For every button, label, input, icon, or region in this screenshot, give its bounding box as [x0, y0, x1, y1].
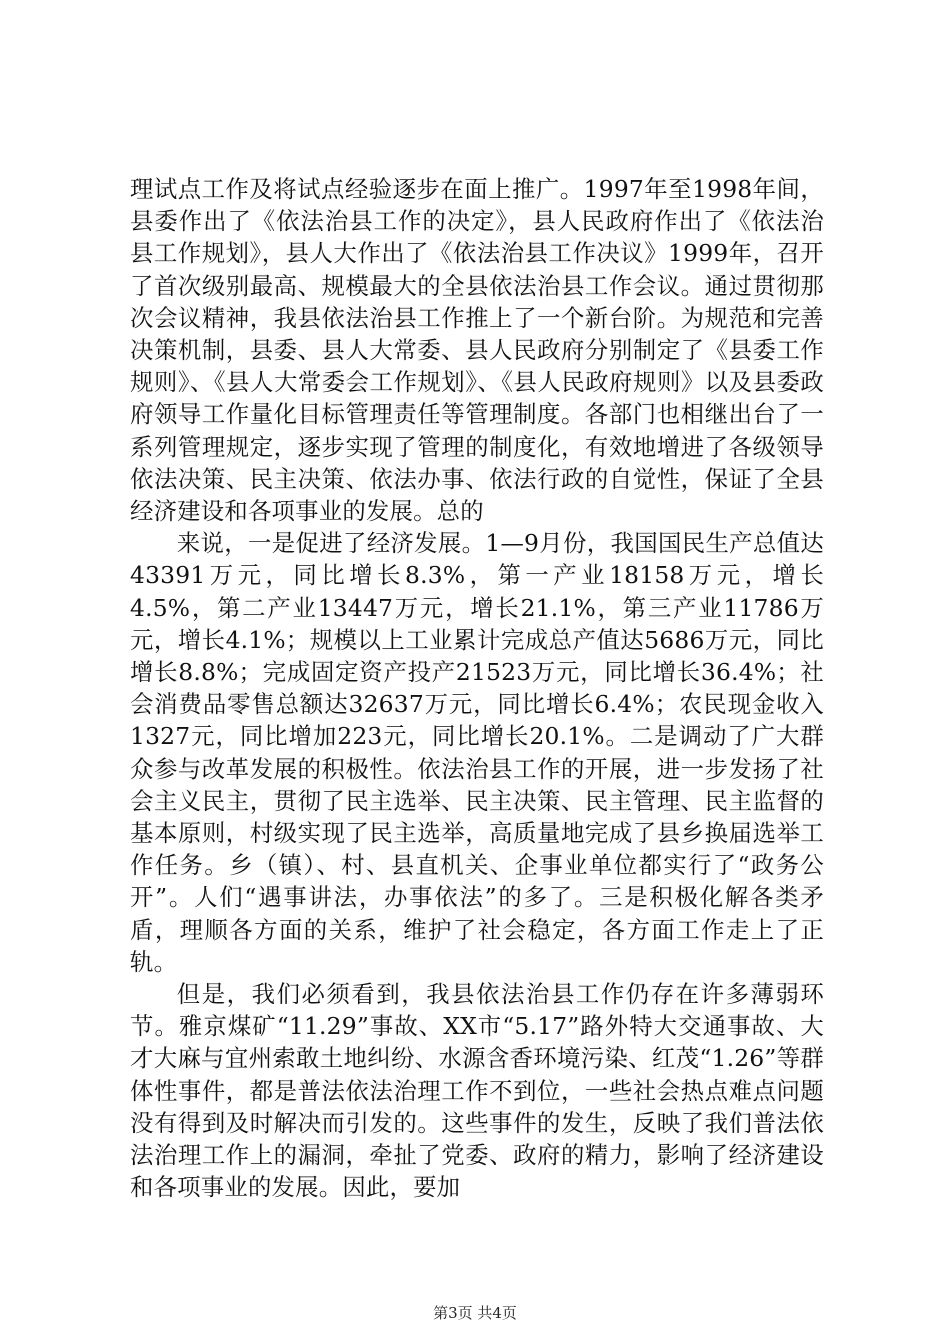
document-body: [130, 173, 824, 1204]
paragraph-3: 但是，我们必须看到，我县依法治县工作仍存在许多薄弱环节。雅京煤矿“11.29”事故、XX市“5.17”路外特大交通事故、大才大麻与宜州索敢土地纠纷、水源含香环境污染、红茂“1.26”等群体性事件，都是普法依法治理工作不到位，一些社会热点难点问题没有得到及时解决而引发的。这些事件的发生，反映了我们普法依法治理工作上的漏洞，牵扯了党委、政府的精力，影响了经济建设和各项事业的发展。因此，要加: [130, 980, 824, 1202]
paragraph-1: 理试点工作及将试点经验逐步在面上推广。1997年至1998年间，县委作出了《依法治县工作的决定》，县人民政府作出了《依法治县工作规划》，县人大作出了《依法治县工作决议》1999年，召开了首次级别最高、规模最大的全县依法治县工作会议。通过贯彻那次会议精神，我县依法治县工作推上了一个新台阶。为规范和完善决策机制，县委、县人大常委、县人民政府分别制定了《县委工作规则》、《县人大常委会工作规划》、《县人民政府规则》以及县委政府领导工作量化目标管理责任等管理制度。各部门也相继出台了一系列管理规定，逐步实现了管理的制度化，有效地增进了各级领导依法决策、民主决策、依法办事、依法行政的自觉性，保证了全县经济建设和各项事业的发展。总的: [130, 175, 824, 526]
paragraph-2: 来说，一是促进了经济发展。1—9月份，我国国民生产总值达43391万元，同比增长8.3%，第一产业18158万元，增长4.5%，第二产业13447万元，增长21.1%，第三产业11786万元，增长4.1%；规模以上工业累计完成总产值达5686万元，同比增长8.8%；完成固定资产投产21523万元，同比增长36.4%；社会消费品零售总额达32637万元，同比增长6.4%；农民现金收入1327元，同比增加223元，同比增长20.1%。二是调动了广大群众参与改革发展的积极性。依法治县工作的开展，进一步发扬了社会主义民主，贯彻了民主选举、民主决策、民主管理、民主监督的基本原则，村级实现了民主选举，高质量地完成了县乡换届选举工作任务。乡（镇）、村、县直机关、企事业单位都实行了“政务公开”。人们“遇事讲法，办事依法”的多了。三是积极化解各类矛盾，理顺各方面的关系，维护了社会稳定，各方面工作走上了正轨。: [130, 529, 824, 976]
page-footer: 第3页 共4页: [433, 1304, 517, 1322]
